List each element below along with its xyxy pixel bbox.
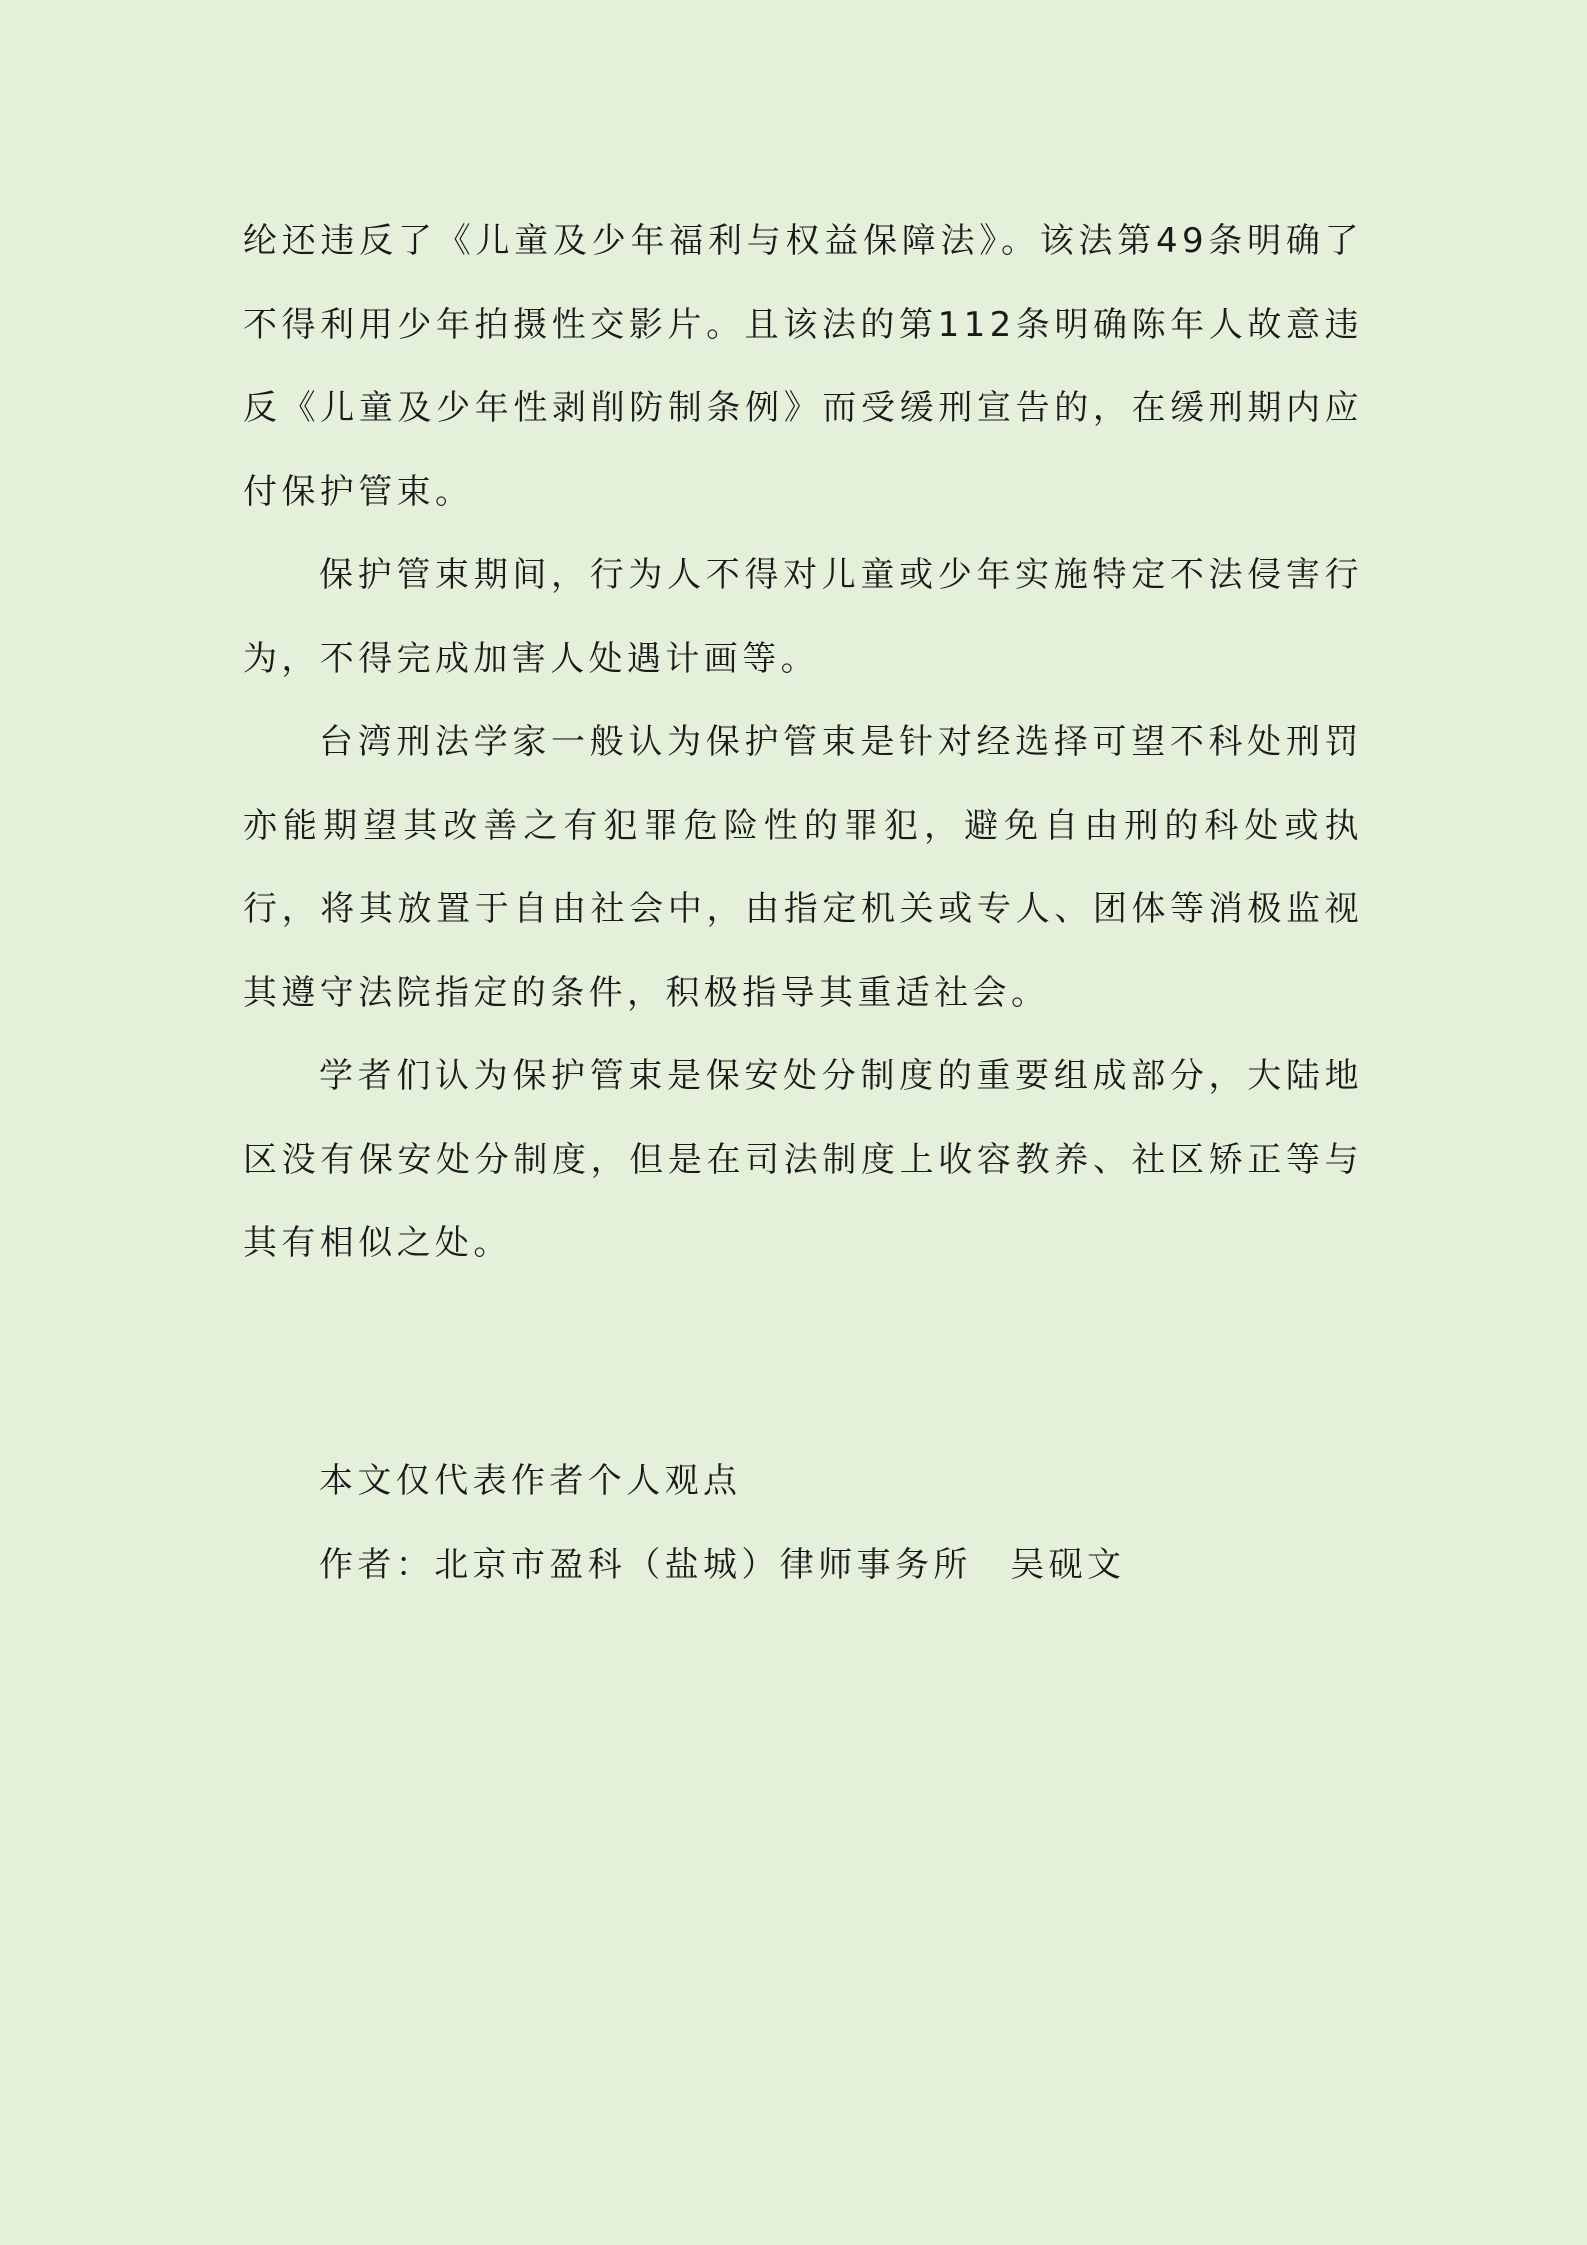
author-line: 作者：北京市盈科（盐城）律师事务所 吴砚文: [319, 1544, 1126, 1585]
paragraph-probation-period: 保护管束期间，行为人不得对儿童或少年实施特定不法侵害行为，不得完成加害人处遇计画等。: [243, 555, 1363, 679]
paragraph-security-measures: 学者们认为保护管束是保安处分制度的重要组成部分，大陆地区没有保安处分制度，但是在司法制度上收容教养、社区矫正等与其有相似之处。: [243, 1056, 1363, 1263]
article-body: [243, 200, 1363, 1286]
disclaimer: 本文仅代表作者个人观点: [319, 1461, 742, 1501]
paragraph-taiwan-scholars: 台湾刑法学家一般认为保护管束是针对经选择可望不科处刑罚亦能期望其改善之有犯罪危险性的罪犯，避免自由刑的科处或执行，将其放置于自由社会中，由指定机关或专人、团体等消极监视其遵守法院指定的条件，积极指导其重适社会。: [243, 722, 1363, 1013]
paragraph-continuation: 纶还违反了《儿童及少年福利与权益保障法》。该法第49条明确了不得利用少年拍摄性交影片。且该法的第112条明确陈年人故意违反《儿童及少年性剥削防制条例》而受缓刑宣告的，在缓刑期内应付保护管束。: [243, 221, 1363, 512]
article-footer: [243, 1440, 1363, 1607]
